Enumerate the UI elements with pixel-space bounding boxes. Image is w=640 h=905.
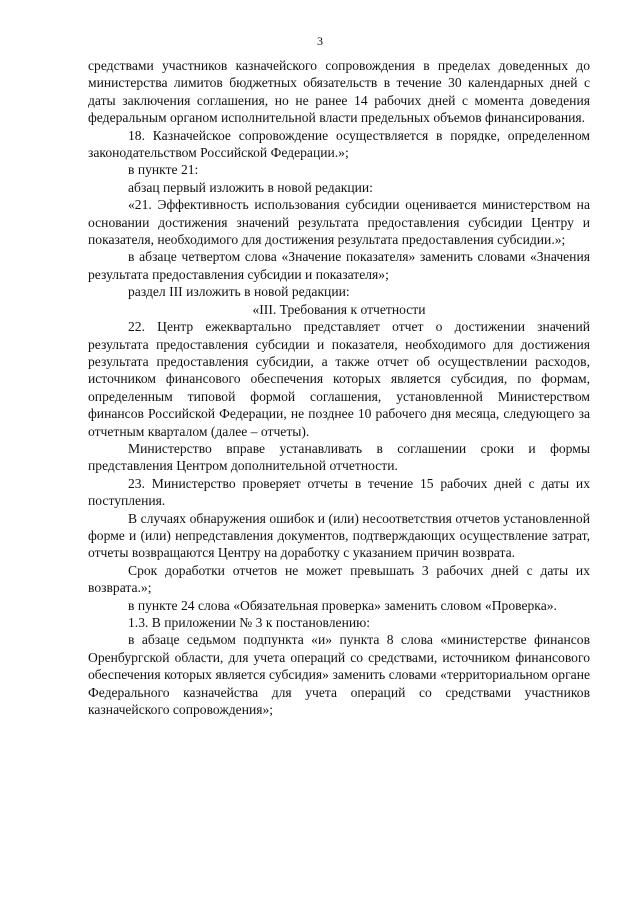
paragraph-item-21: «21. Эффективность использования субсидии оценивается министерством на основании достижения значений результата предоставления субсидии Центру и показателя, необходимого для достижения результата предоставления субсидии.»; [88, 197, 590, 248]
paragraph-continuation: средствами участников казначейского сопровождения в пределах доведенных до министерства лимитов бюджетных обязательств в течение 30 календарных дней с даты заключения соглашения, но не ранее 14 рабочих дней с момента доведения федеральным органом исполнительной власти предельных объемов финансирования. [88, 58, 590, 126]
paragraph-item-22: 22. Центр ежеквартально представляет отчет о достижении значений результата предоставления субсидии и показателя, необходимого для достижения результата предоставления субсидии, а также отчет об осуществлении расходов, источником финансового обеспечения которых является субсидия, по формам, определенным типовой формой соглашения, установленной Министерством финансов Российской Федерации, не позднее 10 рабочего дня месяца, следующего за отчетным кварталом (далее – отчеты). [88, 319, 590, 439]
paragraph-point-24: в пункте 24 слова «Обязательная проверка» заменить словом «Проверка». [128, 597, 557, 613]
paragraph-point-8: в абзаце седьмом подпункта «и» пункта 8 слова «министерстве финансов Оренбургской области, для учета операций со средствами, источником финансового обеспечения которых является субсидия» заменить словами «территориальном органе Федерального казначейства для учета операций со средствами участников казначейского сопровождения»; [88, 632, 590, 718]
paragraph-errors: В случаях обнаружения ошибок и (или) несоответствия отчетов установленной форме и (или) непредставления документов, подтверждающих осуществление затрат, отчеты возвращаются Центру на доработку с указанием причин возврата. [88, 510, 590, 561]
paragraph-section-3: раздел III изложить в новой редакции: [128, 284, 350, 300]
paragraph-fourth-abzac: в абзаце четвертом слова «Значение показателя» заменить словами «Значения результата предоставления субсидии и показателя»; [88, 249, 590, 282]
paragraph-point-21: в пункте 21: [128, 162, 199, 178]
paragraph-additional-reporting: Министерство вправе устанавливать в соглашении сроки и формы представления Центром дополнительной отчетности. [88, 440, 590, 474]
document-body [88, 57, 590, 718]
section-heading: «III. Требования к отчетности [252, 301, 426, 317]
paragraph-item-18: 18. Казначейское сопровождение осуществляется в порядке, определенном законодательством Российской Федерации.»; [88, 127, 590, 161]
page-number: 3 [317, 34, 323, 48]
paragraph-item-1-3: 1.3. В приложении № 3 к постановлению: [128, 615, 371, 630]
paragraph-item-23: 23. Министерство проверяет отчеты в течение 15 рабочих дней с даты их поступления. [88, 475, 590, 509]
paragraph-rework-term: Срок доработки отчетов не может превышать 3 рабочих дней с даты их возврата.»; [88, 562, 590, 596]
paragraph-first-abzac: абзац первый изложить в новой редакции: [128, 179, 373, 195]
